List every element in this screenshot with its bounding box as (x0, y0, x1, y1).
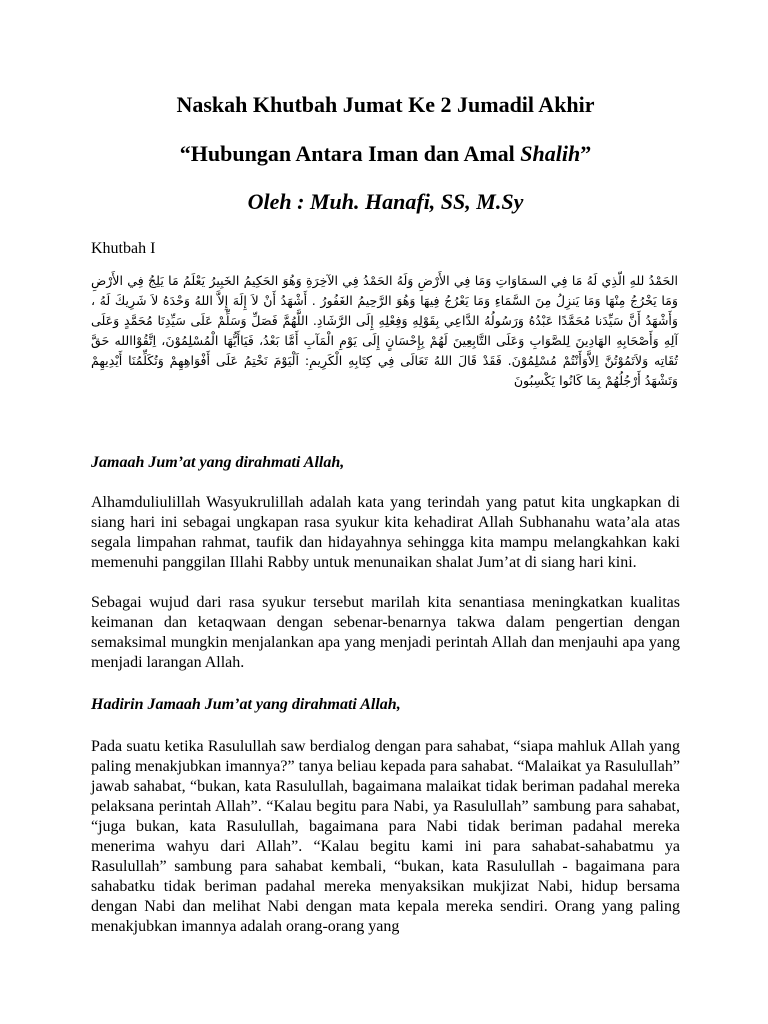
document-title: Naskah Khutbah Jumat Ke 2 Jumadil Akhir (176, 92, 595, 117)
arabic-opening-prayer: الحَمْدُ للهِ الّذِي لَهُ مَا فِي السمَاوَاتِ وَمَا فِي الأَرْضِ وَلَهُ الحَمْدُ فِي الآخِرَةِ وَهُوَ الحَكِيمُ الخَبِيرُ يَعْلَمُ مَا يَلِجُ فِي الأَرْضِ وَمَا يَخْرُجُ مِنْهَا وَمَا يَنزِلُ مِنَ السَّمَاءِ وَمَا يَعْرُجُ فِيهَا وَهُوَ الرَّحِيمُ الغَفُورُ . أَشْهَدُ أَنْ لاَ إِلَهَ إِلاَّ اللهُ وَحْدَهُ لاَ شَرِيكَ لَهُ ، وَأَشْهَدُ أَنَّ سَيِّدَنا مُحَمَّدًا عَبْدُهُ وَرَسُولُهُ الدَّاعِي بِقَوْلِهِ وَفِعْلِهِ إِلَى الرَّشَادِ. اللَّهُمَّ فَصَلِّ وَسَلِّمْ عَلَى سَيِّدِنَا مُحَمَّدٍ وَعَلَى آلِهِ وَأَصْحَابِهِ الهَادِينَ لِلصَّوَابِ وَعَلَى التَّابِعِينَ لَهُمْ بِإِحْسَانٍ إِلَى يَوْمِ الْمَآبِ أَمَّا بَعْدُ، فَيَاأَيُّهَا الْمُسْلِمُوْنَ، اِتَّقُوْاالله حَقَّ تُقَاتِه وَلاَتَمُوْتُنَّ اِلاَّوَأَنْتُمْ مُسْلِمُوْنَ. فَقَدْ قَالَ اللهُ تَعَالَى فِي كِتَابِهِ الْكَرِيمِ: اَلْيَوْمَ نَخْتِمُ عَلَى أَفْوَاهِهِمْ وَتُكَلِّمُنَا أَيْدِيهِمْ وَتَشْهَدُ أَرْجُلُهُمْ بِمَا كَانُوا يَكْسِبُونَ (91, 273, 678, 388)
document-author: Oleh : Muh. Hanafi, SS, M.Sy (247, 189, 524, 214)
paragraph: Alhamduliulillah Wasyukrulillah adalah kata yang terindah yang patut kita ungkapkan di siang hari ini sebagai ungkapan rasa syukur kita kehadirat Allah Subhanahu wata’ala atas segala limpahan rahmat, taufik dan hidayahnya sehingga kita mampu melangkahkan kaki memenuhi panggilan Illahi Rabby untuk menunaikan shalat Jum’at di siang hari kini. (91, 494, 680, 571)
section-label: Khutbah I (91, 240, 156, 257)
paragraph: Pada suatu ketika Rasulullah saw berdialog dengan para sahabat, “siapa mahluk Allah yang paling menakjubkan imannya?” tanya beliau kepada para sahabat. “Malaikat ya Rasulullah” jawab sahabat, “bukan, kata Rasulullah, bagaimana malaikat tidak beriman padahal mereka pelaksana perintah Allah”. “Kalau begitu para Nabi, ya Rasulullah” sambung para sahabat, “juga bukan, kata Rasulullah, bagaimana para Nabi tidak beriman padahal mereka menerima wahyu dari Allah”. “Kalau begitu kami ini para sahabat-sahabatmu ya Rasulullah” sambung para sahabat kembali, “bukan, kata Rasulullah - bagaimana para sahabatku tidak beriman padahal mereka menyaksikan mukjizat Nabi, hidup bersama dengan Nabi dan melihat Nabi dengan mata kepala mereka sendiri. Orang yang paling menakjubkan imannya adalah orang-orang yang (91, 738, 680, 935)
document-subtitle (91, 141, 680, 167)
section-heading: Jamaah Jum’at yang dirahmati Allah, (91, 454, 345, 471)
subtitle-main: “Hubungan Antara Iman dan Amal (179, 141, 521, 166)
section-heading: Hadirin Jamaah Jum’at yang dirahmati Allah, (91, 696, 401, 713)
subtitle-close: ” (580, 141, 592, 166)
paragraph: Sebagai wujud dari rasa syukur tersebut marilah kita senantiasa meningkatkan kualitas keimanan dan ketaqwaan dengan sebenar-benarnya takwa dalam pengertian dengan semaksimal mungkin menjalankan apa yang menjadi perintah Allah dan menjauhi apa yang menjadi larangan Allah. (91, 594, 680, 671)
subtitle-italic: Shalih (520, 141, 581, 166)
